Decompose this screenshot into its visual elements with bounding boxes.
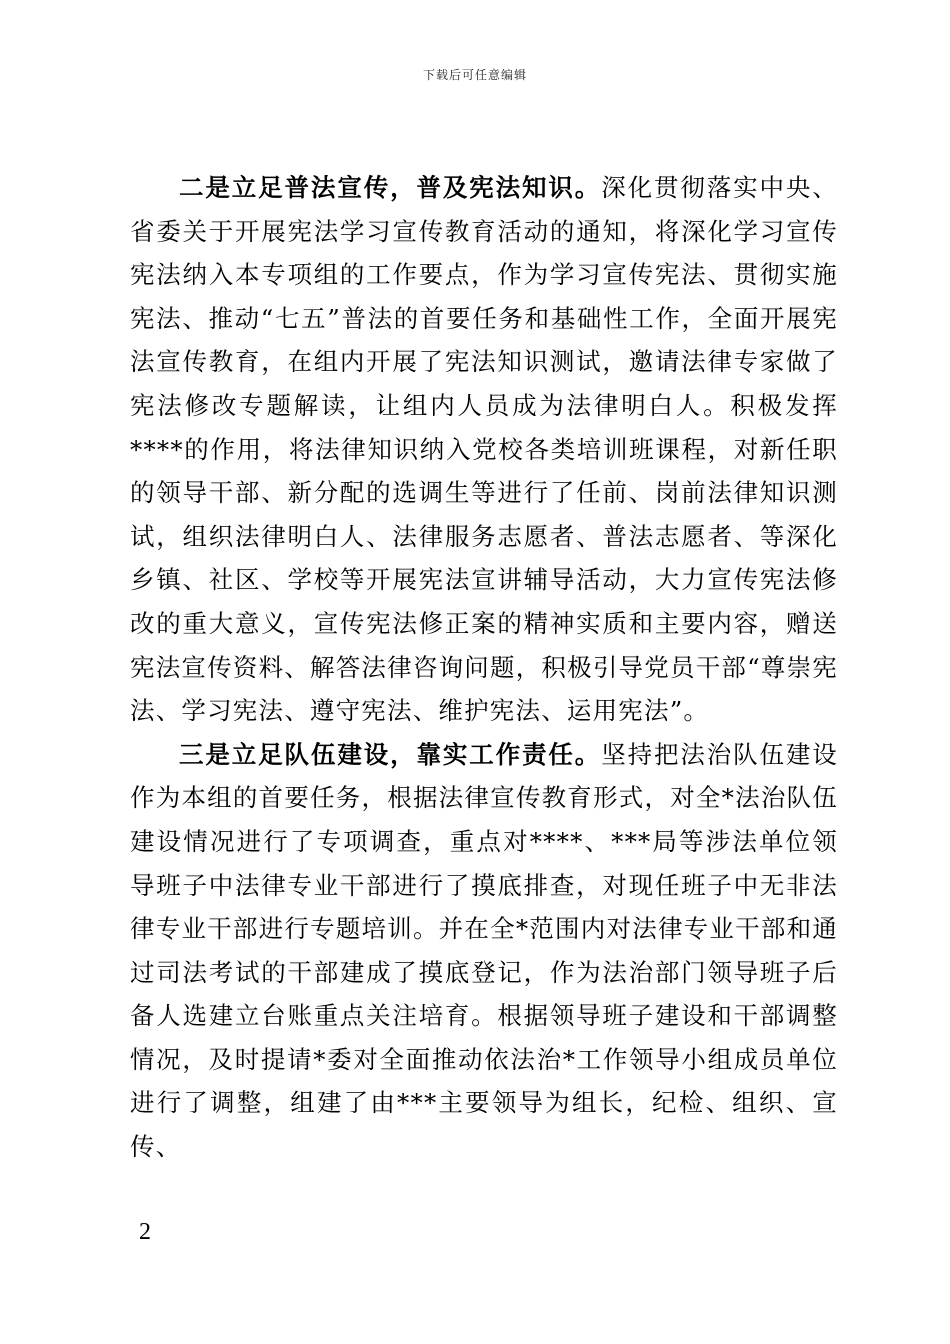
header-note: 下载后可任意编辑 [422,68,527,82]
paragraph-team-building [130,733,838,1169]
paragraph-propaganda [130,166,838,733]
paragraph-lead: 二是立足普法宣传，普及宪法知识。 [179,173,602,202]
paragraph-text: 深化贯彻落实中央、省委关于开展宪法学习宣传教育活动的通知，将深化学习宣传宪法纳入本专项组的工作要点，作为学习宣传宪法、贯彻实施宪法、推动“七五”普法的首要任务和基础性工作，全面开展宪法宣传教育，在组内开展了宪法知识测试，邀请法律专家做了宪法修改专题解读，让组内人员成为法律明白人。积极发挥****的作用，将法律知识纳入党校各类培训班课程，对新任职的领导干部、新分配的选调生等进行了任前、岗前法律知识测试，组织法律明白人、法律服务志愿者、普法志愿者、等深化乡镇、社区、学校等开展宪法宣讲辅导活动，大力宣传宪法修改的重大意义，宣传宪法修正案的精神实质和主要内容，赠送宪法宣传资料、解答法律咨询问题，积极引导党员干部“尊崇宪法、学习宪法、遵守宪法、维护宪法、运用宪法”。 [130,173,838,726]
paragraph-text: 坚持把法治队伍建设作为本组的首要任务，根据法律宣传教育形式，对全*法治队伍建设情况进行了专项调查，重点对****、***局等涉法单位领导班子中法律专业干部进行了摸底排查，对现任班子中无非法律专业干部进行专题培训。并在全*范围内对法律专业干部和通过司法考试的干部建成了摸底登记，作为法治部门领导班子后备人选建立台账重点关注培育。根据领导班子建设和干部调整情况，及时提请*委对全面推动依法治*工作领导小组成员单位进行了调整，组建了由***主要领导为组长，纪检、组织、宣传、 [130,739,838,1162]
page-number: 2 [139,1219,151,1245]
document-body [130,166,838,1169]
paragraph-lead: 三是立足队伍建设，靠实工作责任。 [179,739,602,769]
